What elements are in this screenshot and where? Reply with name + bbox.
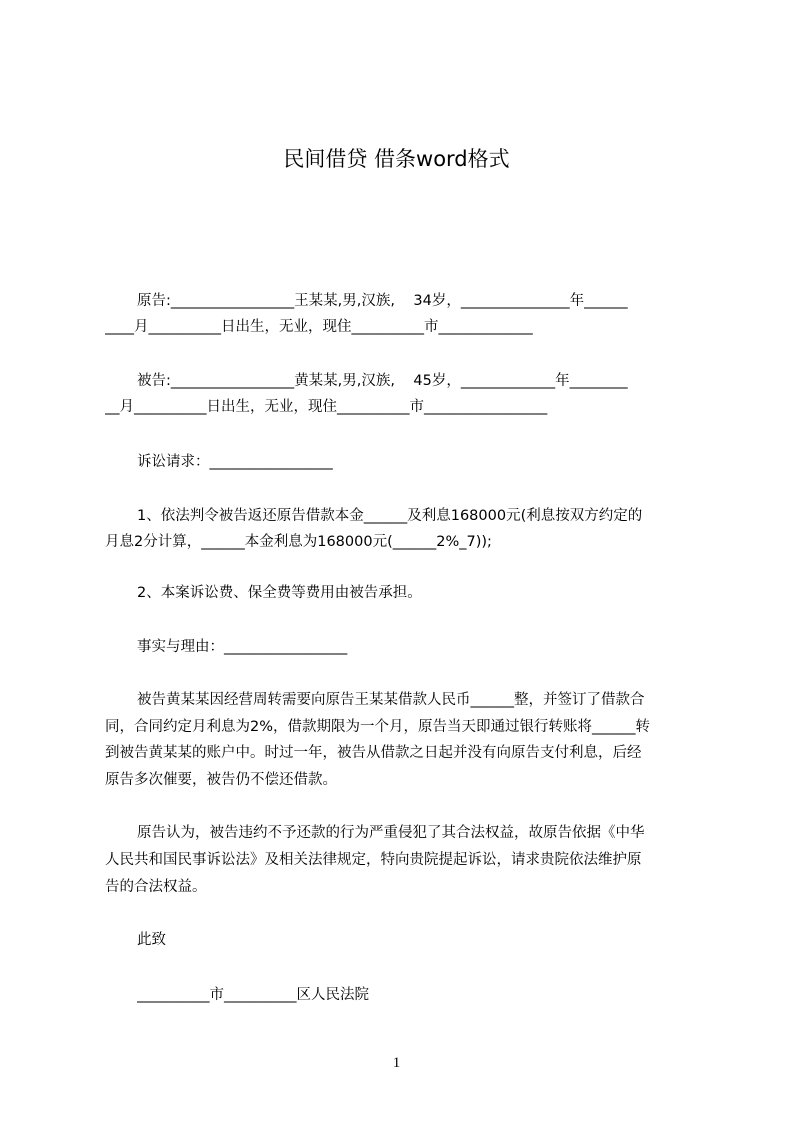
salutation: 此致: [137, 932, 166, 948]
facts-heading: 事实与理由：_________________: [137, 639, 348, 655]
claim-2: 2、本案诉讼费、保全费等费用由被告承担。: [137, 585, 422, 601]
opinion-line-3: 告的合法权益。: [105, 879, 207, 895]
plaintiff-line-2: ____月__________日出生，无业，现住__________市_____________: [105, 319, 533, 335]
plaintiff-line-1: 原告:_________________王某某,男,汉族, 34岁，_______________年______: [137, 293, 628, 309]
facts-line-3: 到被告黄某某的账户中。时过一年，被告从借款之日起并没有向原告支付利息，后经: [105, 745, 642, 761]
claim-1-line-1: 1、依法判令被告返还原告借款本金______及利息168000元(利息按双方约定的: [137, 508, 643, 524]
court-line: __________市__________区人民法院: [137, 987, 369, 1003]
claim-1-line-2: 月息2分计算，______本金利息为168000元(______2%_7));: [105, 534, 492, 550]
opinion-line-2: 人民共和国民事诉讼法》及相关法律规定，特向贵院提起诉讼，请求贵院依法维护原: [105, 852, 642, 868]
defendant-line-2: __月__________日出生，无业，现住__________市_________________: [105, 399, 548, 415]
facts-line-1: 被告黄某某因经营周转需要向原告王某某借款人民币______整，并签订了借款合: [137, 692, 645, 708]
facts-line-4: 原告多次催要，被告仍不偿还借款。: [105, 772, 337, 788]
facts-line-2: 同，合同约定月利息为2%，借款期限为一个月，原告当天即通过银行转账将______转: [105, 719, 651, 735]
opinion-line-1: 原告认为，被告违约不予还款的行为严重侵犯了其合法权益，故原告依据《中华: [137, 825, 645, 841]
page-number: 1: [392, 1055, 401, 1071]
document-title: 民间借贷 借条word格式: [283, 147, 510, 171]
claims-heading: 诉讼请求：_________________: [137, 454, 333, 470]
defendant-line-1: 被告:_________________黄某某,男,汉族, 45岁，_____________年________: [137, 373, 628, 389]
